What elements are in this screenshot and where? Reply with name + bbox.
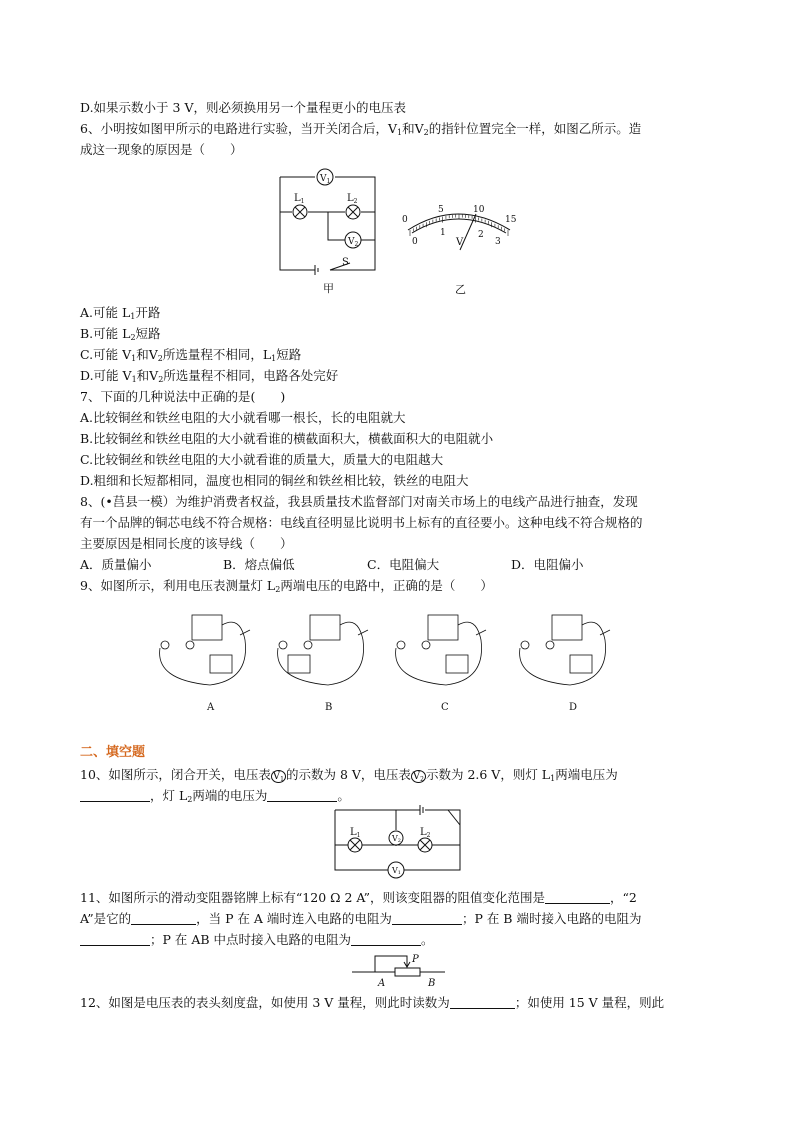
bulb-l1 [161,641,169,649]
q8-line2: 有一个品牌的铜芯电线不符合规格：电线直径明显比说明书上标有的直径要小。这种电线不符合规格的 [80,515,643,530]
q12-line1: 12、如图是电压表的表头刻度盘，如使用 3 V 量程，则此时读数为 ；如使用 15 V 量程，则此 [80,995,665,1010]
q6-stem-line1: 6、小明按如图甲所示的电路进行实验，当开关闭合后，$V_1$和$V_2$的指针位置完全一样，如图乙所示。造 [80,121,642,137]
yi-bottom-tick-2: 2 [478,230,484,240]
q8-line1: 8、(•莒县一模）为维护消费者权益，我县质量技术监督部门对南关市场上的电线产品进行抽查，发现 [80,494,638,509]
voltmeter [446,655,468,673]
jia-l1-label: $L_1$ [294,193,305,205]
q7-option-c: C.比较铜丝和铁丝电阻的大小就看谁的质量大，质量大的电阻越大 [80,452,444,467]
wire [278,622,364,685]
q10-l2-label: $L_2$ [420,827,431,839]
yi-top-tick-15: 15 [505,215,517,225]
yi-top-tick-5: 5 [438,205,444,215]
bulb-l1 [397,641,405,649]
q9-label-c: C [441,702,449,713]
q9-label-b: B [325,702,333,713]
yi-bottom-tick-1: 1 [440,228,446,238]
yi-top-tick-0: 0 [402,215,408,225]
q10-line2: ，灯 $L_2$两端的电压为 。 [80,788,350,808]
q8-option-c: C．电阻偏大 [367,557,440,572]
q6-option-d: D.可能 $V_1$和$V_2$所选量程不相同，电路各处完好 [80,368,339,384]
q7-stem: 7、下面的几种说法中正确的是( ) [80,389,286,404]
switch [600,630,610,635]
q9-stem: 9、如图所示，利用电压表测量灯 $L_2$两端电压的电路中，正确的是（ ） [80,578,493,594]
jia-switch-label: S [342,257,349,268]
q11-b-label: B [428,978,436,988]
wire [520,622,606,685]
q12-blank-1[interactable] [450,996,515,1009]
q10-v2-label: V2 [392,834,401,844]
q10-line1: 10、如图所示，闭合开关，电压表 $V_1$ 的示数为 8 V，电压表 $V_2$ 示数为 2.6 V，则灯 $L_1$两端电压为 [80,767,618,783]
jia-caption: 甲 [323,282,334,295]
section-fill-in-title: 二、填空题 [80,745,146,760]
battery-pack [310,615,340,640]
q8-line3: 主要原因是相同长度的该导线（ ） [80,536,293,551]
yi-caption: 乙 [455,283,466,295]
yi-bottom-tick-0: 0 [412,237,418,247]
q11-a-label: A [378,978,386,988]
q10-v2-symbol: $V_2$ [412,771,424,783]
q8-option-a: A．质量偏小 [80,557,152,572]
bulb-l2 [304,641,312,649]
q7-option-a: A.比较铜丝和铁丝电阻的大小就看哪一根长，长的电阻就大 [80,410,406,425]
q10-circuit [330,805,470,880]
q8-option-b: B．熔点偏低 [223,557,295,572]
bulb-l2 [422,641,430,649]
q9-label-a: A [207,702,215,713]
q11-p-label: P [412,954,419,965]
q9-circuit-diagrams [150,600,650,715]
bulb-l1 [279,641,287,649]
wire [396,622,482,685]
battery-pack [552,615,582,640]
q11-rheostat [350,950,450,988]
q11-blank-1[interactable] [545,891,610,904]
bulb-l2 [546,641,554,649]
q6-option-c: C.可能 $V_1$和$V_2$所选量程不相同，$L_1$短路 [80,347,302,363]
q7-option-d: D.粗细和长短都相同，温度也相同的铜丝和铁丝相比较，铁丝的电阻大 [80,473,469,488]
q11-line2: A”是它的 ，当 P 在 A 端时连入电路的电阻为 ；P 在 B 端时接入电路的电阻为 [80,911,642,926]
q11-line3: ；P 在 AB 中点时接入电路的电阻为 。 [80,932,434,948]
q8-options [80,557,584,573]
battery-pack [428,615,458,640]
q10-blank-1[interactable] [80,789,150,802]
q8-option-d: D．电阻偏小 [511,557,584,572]
switch [476,630,486,635]
yi-bottom-tick-3: 3 [495,237,501,247]
q11-line1: 11、如图所示的滑动变阻器铭牌上标有“120 Ω 2 A”，则该变阻器的阻值变化范围是 ，“2 [80,890,637,905]
q6-option-a: A.可能 $L_1$开路 [80,305,161,321]
q10-v1-symbol: $V_1$ [272,771,284,783]
bulb-l2 [186,641,194,649]
bulb-l1 [521,641,529,649]
jia-v2-label: $V_2$ [348,237,359,248]
voltmeter [288,655,310,673]
q5-option-d: D.如果示数小于 3 V，则必须换用另一个量程更小的电压表 [80,100,406,115]
q11-blank-3[interactable] [392,912,462,925]
q6-stem-line2: 成这一现象的原因是（ ） [80,142,243,157]
jia-l2-label: $L_2$ [347,193,358,205]
voltmeter [570,655,592,673]
q7-option-b: B.比较铜丝和铁丝电阻的大小就看谁的横截面积大，横截面积大的电阻就小 [80,431,494,446]
voltmeter [210,655,232,673]
q6-option-b: B.可能 $L_2$短路 [80,326,161,342]
q10-v1-label: V1 [392,866,401,876]
switch [240,630,250,635]
jia-v1-label: $V_1$ [320,174,331,185]
q11-blank-5[interactable] [351,933,421,946]
yi-unit: V [456,237,464,248]
q10-blank-2[interactable] [267,789,337,802]
switch [358,630,368,635]
wire [160,622,246,685]
q11-blank-4[interactable] [80,933,150,946]
battery-pack [192,615,222,640]
q11-blank-2[interactable] [131,912,196,925]
q9-label-d: D [569,702,578,713]
yi-top-tick-10: 10 [473,205,485,215]
q6-voltmeter-dial-yi [398,200,523,295]
q10-l1-label: $L_1$ [350,827,361,839]
q6-circuit-jia [270,165,390,295]
